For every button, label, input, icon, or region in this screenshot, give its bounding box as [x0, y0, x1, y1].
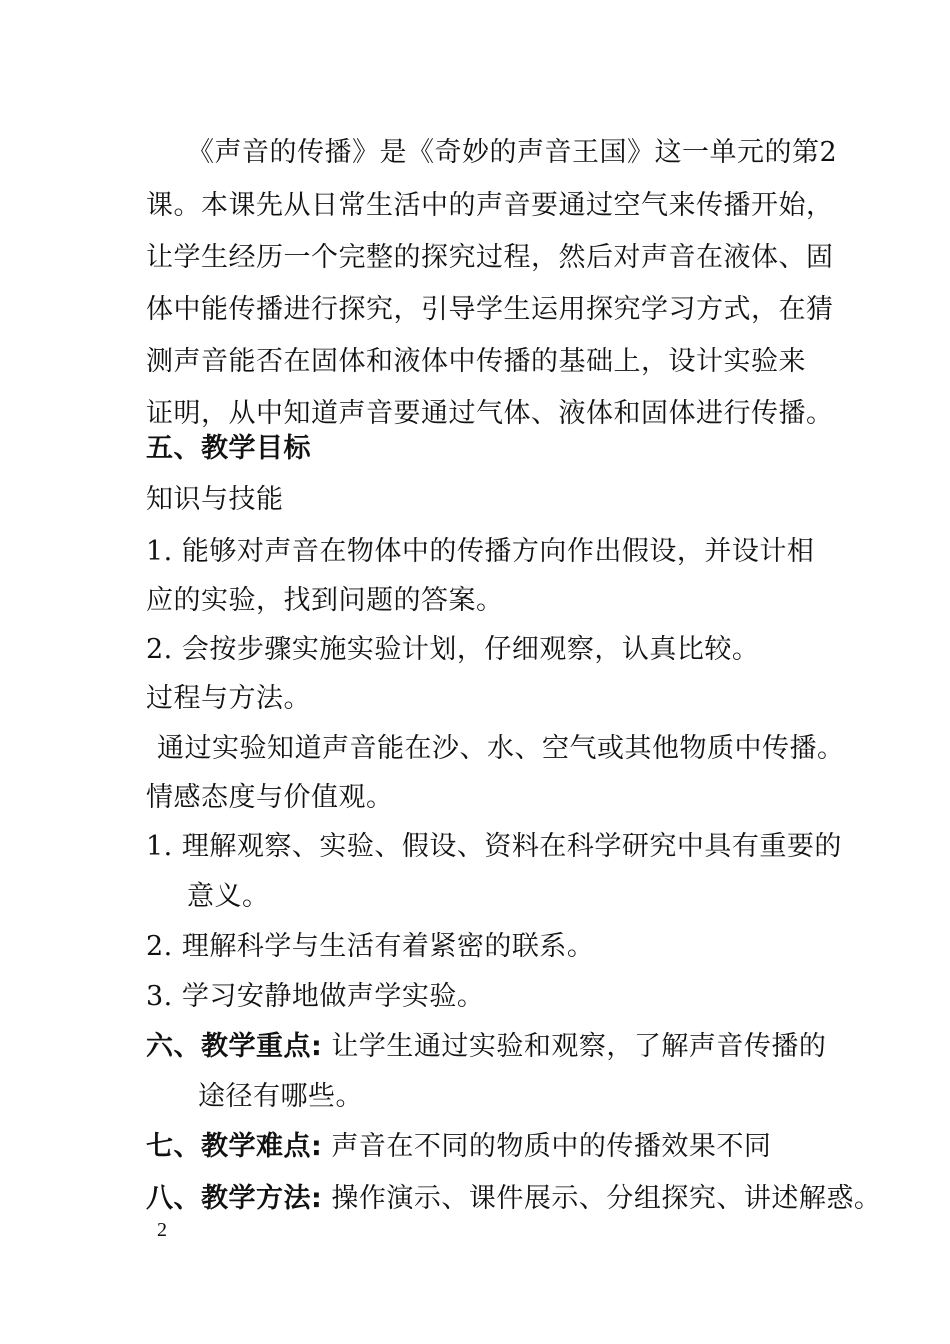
page-number: 2: [157, 1219, 167, 1241]
knowledge-item1-line1: 1. 能够对声音在物体中的传播方向作出假设，并设计相: [146, 536, 815, 567]
intro-line-4: 体中能传播进行探究，引导学生运用探究学习方式，在猜: [146, 294, 834, 325]
knowledge-item2: 2. 会按步骤实施实验计划，仔细观察，认真比较。: [146, 634, 760, 665]
intro-line-3: 让学生经历一个完整的探究过程，然后对声音在液体、固: [146, 242, 834, 273]
section5-heading: 五、教学目标: [146, 433, 311, 464]
emotion-item2: 2. 理解科学与生活有着紧密的联系。: [146, 931, 595, 962]
intro-line-1: 《声音的传播》是《奇妙的声音王国》这一单元的第2: [187, 137, 838, 168]
section8-heading: 八、教学方法:: [146, 1183, 323, 1214]
process-title: 过程与方法。: [146, 683, 311, 714]
section6-text-line2: 途径有哪些。: [198, 1081, 363, 1112]
section7-line: [146, 1130, 816, 1164]
section8-line: [146, 1182, 882, 1216]
section6-text: 让学生通过实验和观察，了解声音传播的: [331, 1031, 827, 1062]
emotion-item1-line2: 意义。: [187, 881, 270, 912]
intro-line-6: 证明，从中知道声音要通过气体、液体和固体进行传播。: [146, 398, 834, 429]
section6-line1: [146, 1030, 827, 1064]
section7-heading: 七、教学难点:: [146, 1131, 323, 1162]
emotion-item3: 3. 学习安静地做声学实验。: [146, 981, 485, 1012]
knowledge-item1-line2: 应的实验，找到问题的答案。: [146, 585, 504, 616]
section8-text: 操作演示、课件展示、分组探究、讲述解惑。: [331, 1183, 882, 1214]
section6-heading: 六、教学重点:: [146, 1031, 323, 1062]
intro-line-2: 课。本课先从日常生活中的声音要通过空气来传播开始，: [146, 190, 834, 221]
section7-text: 声音在不同的物质中的传播效果不同: [331, 1131, 772, 1162]
emotion-title: 情感态度与价值观。: [146, 782, 394, 813]
process-text: 通过实验知道声音能在沙、水、空气或其他物质中传播。: [157, 733, 845, 764]
emotion-item1-line1: 1. 理解观察、实验、假设、资料在科学研究中具有重要的: [146, 831, 842, 862]
intro-line-5: 测声音能否在固体和液体中传播的基础上，设计实验来: [146, 346, 806, 377]
knowledge-title: 知识与技能: [146, 484, 284, 515]
